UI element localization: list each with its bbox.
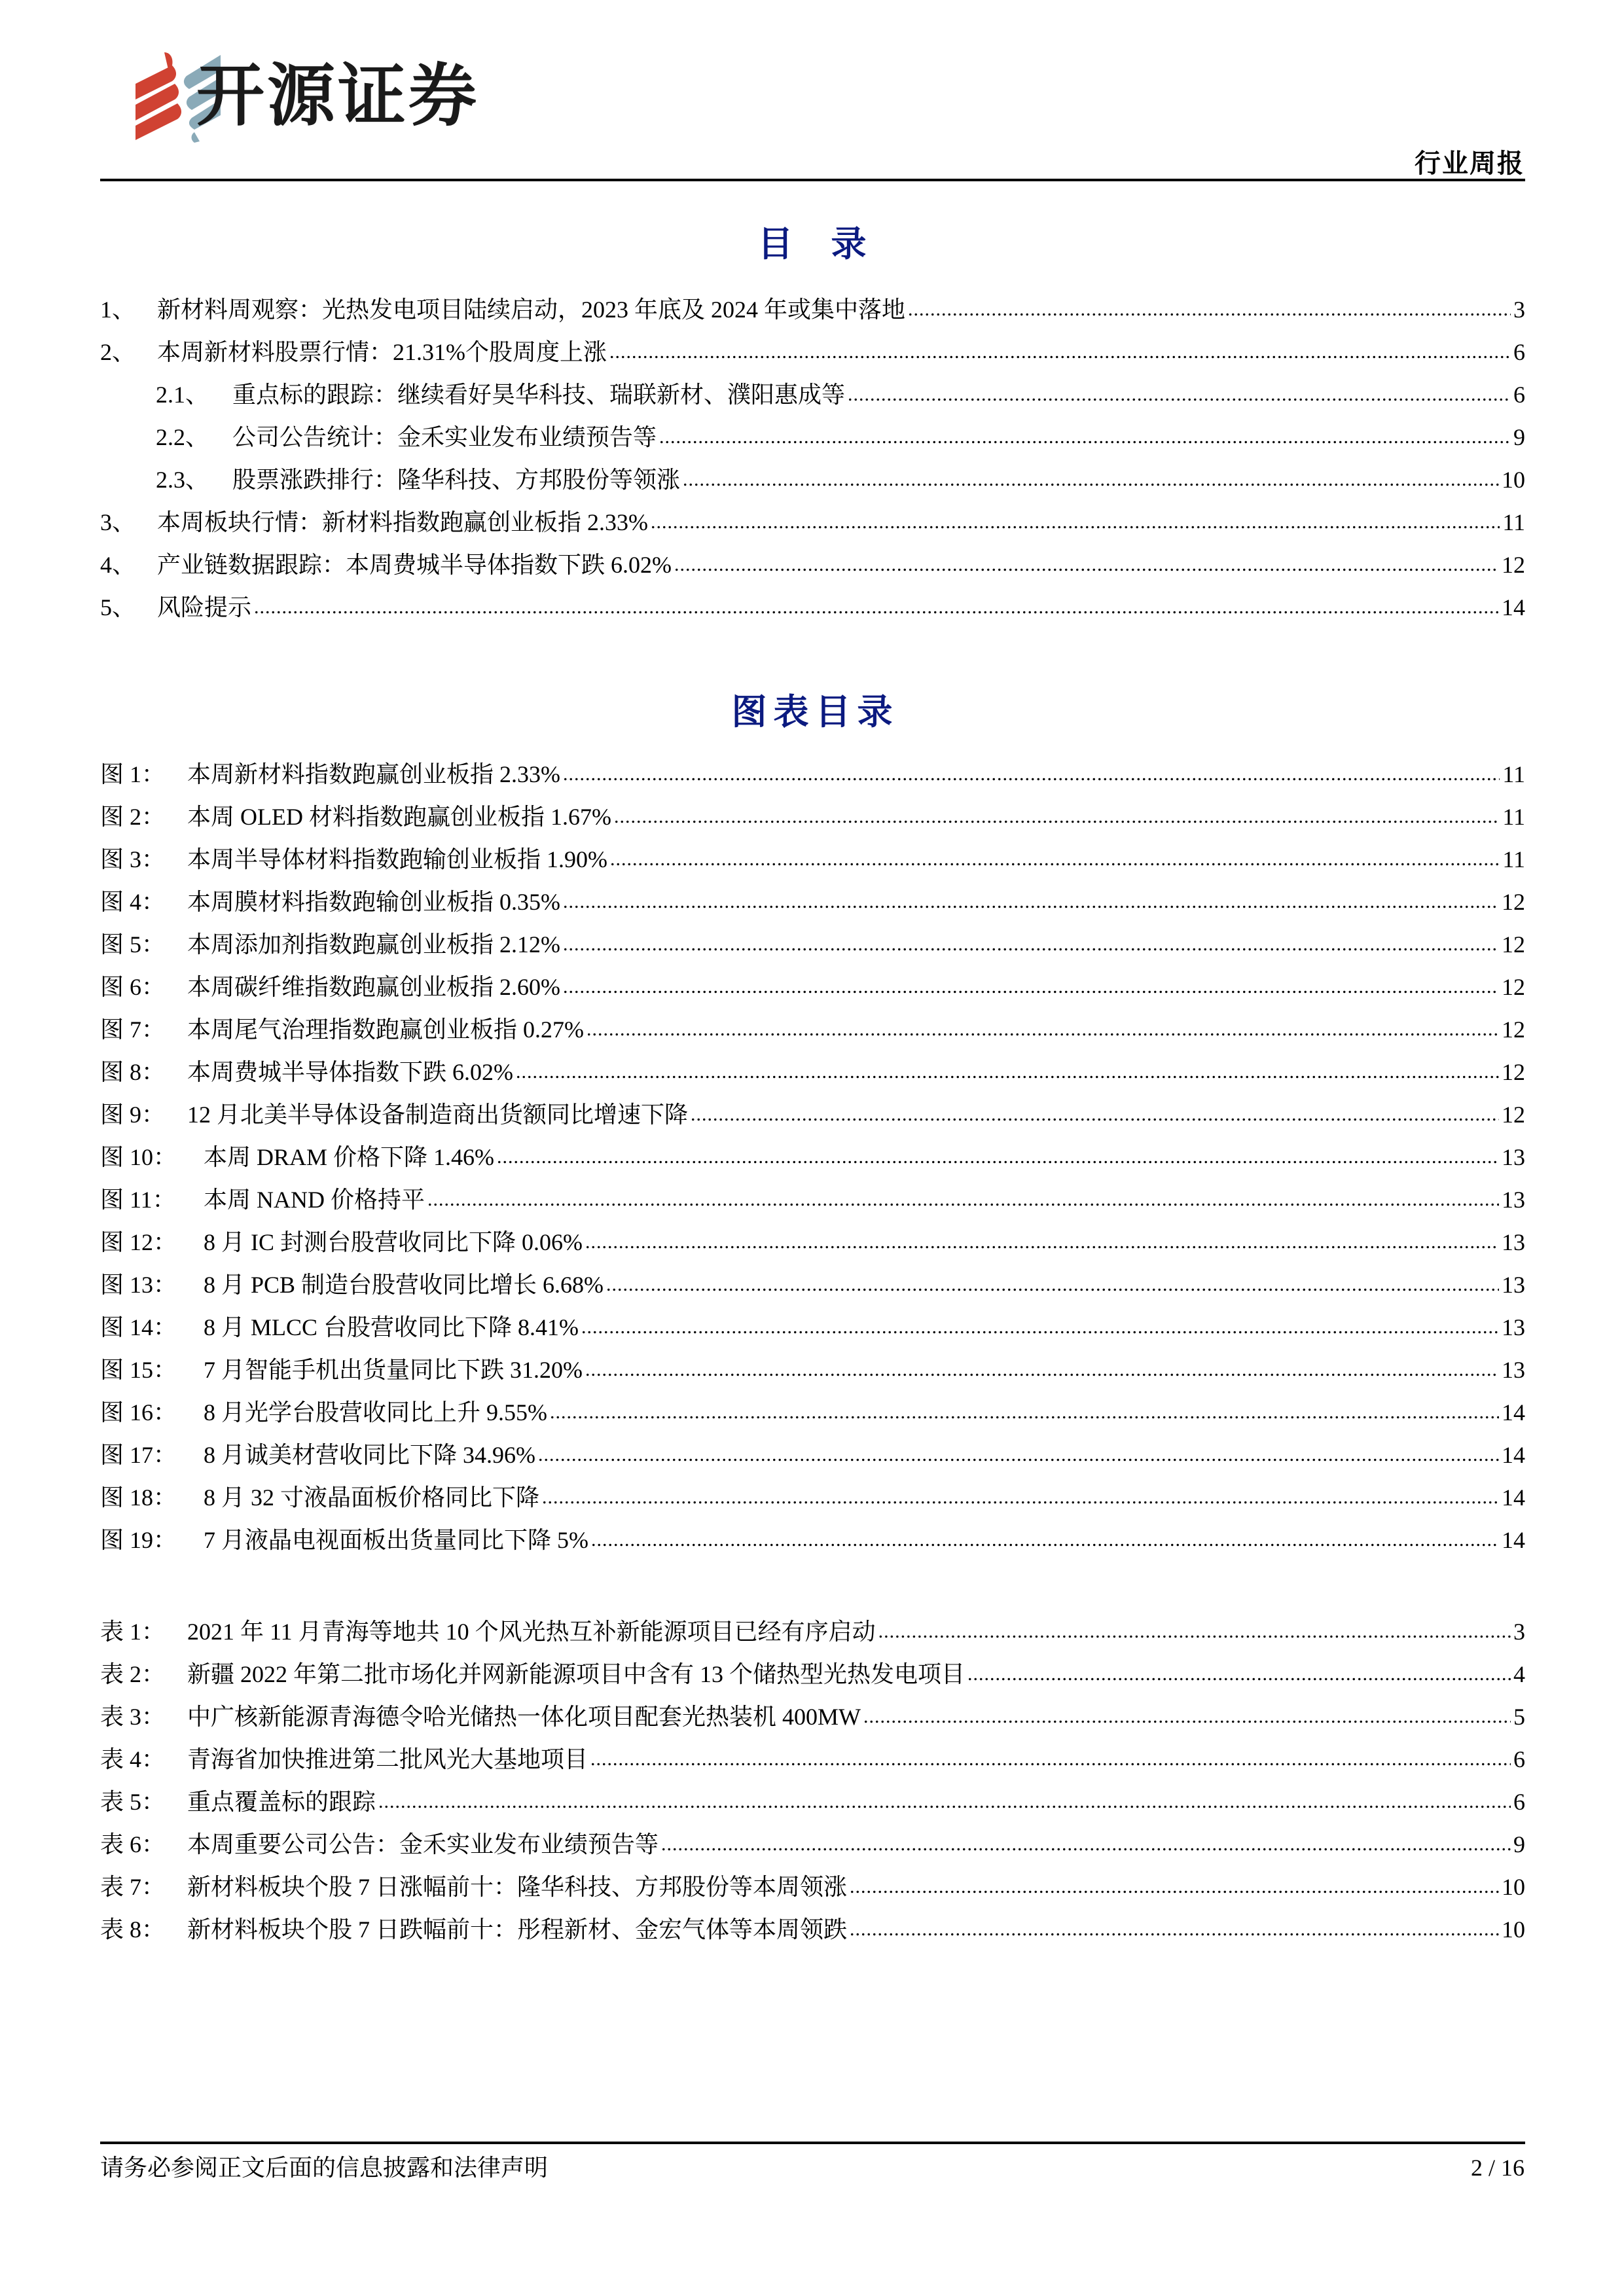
dot-leader — [848, 380, 1511, 409]
figure-entry-number: 图 15： — [100, 1356, 177, 1383]
toc-entry[interactable] — [100, 416, 1525, 458]
figure-entry-page-number[interactable]: 14 — [1502, 1399, 1525, 1426]
toc-list — [100, 288, 1525, 628]
dot-leader — [614, 802, 1500, 831]
figure-entry-page-number[interactable]: 11 — [1502, 761, 1525, 787]
toc-entry[interactable] — [100, 288, 1525, 331]
toc-entry[interactable] — [100, 543, 1525, 586]
toc-entry-page-number[interactable]: 9 — [1513, 423, 1525, 450]
dot-leader — [550, 1398, 1499, 1427]
figure-entry-page-number[interactable]: 14 — [1502, 1441, 1525, 1468]
figure-entry[interactable] — [100, 838, 1525, 880]
toc-entry[interactable] — [100, 331, 1525, 373]
dot-leader — [563, 930, 1499, 959]
dot-leader — [908, 295, 1511, 324]
table-entry-title-link[interactable]: 新材料板块个股 7 日涨幅前十：隆华科技、方邦股份等本周领涨 — [187, 1873, 848, 1900]
dot-leader — [691, 1100, 1499, 1129]
figure-entry[interactable] — [100, 1306, 1525, 1348]
figure-entry-page-number[interactable]: 12 — [1502, 1058, 1525, 1085]
table-entry-page-number[interactable]: 3 — [1513, 1618, 1525, 1645]
table-entry-title-link[interactable]: 本周重要公司公告：金禾实业发布业绩预告等 — [187, 1831, 659, 1857]
figure-entry-number: 图 16： — [100, 1399, 177, 1426]
toc-entry-title-link[interactable]: 产业链数据跟踪：本周费城半导体指数下跌 6.02% — [157, 551, 672, 578]
dot-leader — [863, 1702, 1511, 1731]
table-entry-page-number[interactable]: 6 — [1513, 1746, 1525, 1772]
table-entry[interactable] — [100, 1780, 1525, 1823]
table-entry-number: 表 7： — [100, 1873, 166, 1900]
dot-leader — [497, 1143, 1499, 1172]
figure-entry-number: 图 11： — [100, 1186, 176, 1213]
dot-leader — [585, 1228, 1499, 1257]
figure-entry-title-link[interactable]: 本周半导体材料指数跑输创业板指 1.90% — [187, 846, 607, 872]
toc-entry-title-link[interactable]: 本周板块行情：新材料指数跑赢创业板指 2.33% — [157, 509, 648, 535]
figure-entry-page-number[interactable]: 11 — [1502, 803, 1525, 830]
dot-leader — [683, 465, 1499, 494]
figure-entry[interactable] — [100, 1008, 1525, 1050]
toc-entry-title-link[interactable]: 本周新材料股票行情：21.31%个股周度上涨 — [157, 338, 607, 365]
figure-entry-title-link[interactable]: 本周 OLED 材料指数跑赢创业板指 1.67% — [187, 803, 611, 830]
figure-entry-page-number[interactable]: 12 — [1502, 931, 1525, 958]
figure-entry[interactable] — [100, 753, 1525, 795]
figure-entry-title-link[interactable]: 7 月智能手机出货量同比下跌 31.20% — [204, 1356, 583, 1383]
figure-entry-page-number[interactable]: 12 — [1502, 888, 1525, 915]
toc-entry-title-link[interactable]: 公司公告统计：金禾实业发布业绩预告等 — [232, 423, 657, 450]
dot-leader — [378, 1787, 1511, 1816]
figure-entry-page-number[interactable]: 14 — [1502, 1484, 1525, 1511]
table-entry[interactable] — [100, 1695, 1525, 1738]
table-entry-number: 表 5： — [100, 1788, 166, 1815]
table-entry-page-number[interactable]: 6 — [1513, 1788, 1525, 1815]
dot-leader — [542, 1483, 1499, 1512]
table-entry-number: 表 8： — [100, 1916, 166, 1943]
toc-entry-page-number[interactable]: 12 — [1502, 551, 1525, 578]
figure-entry-number: 图 7： — [100, 1016, 166, 1043]
figure-entry-number: 图 17： — [100, 1441, 177, 1468]
table-entry-title-link[interactable]: 中广核新能源青海德令哈光储热一体化项目配套光热装机 400MW — [187, 1703, 861, 1730]
dot-leader — [651, 508, 1500, 537]
figure-entry-title-link[interactable]: 本周费城半导体指数下跌 6.02% — [187, 1058, 513, 1085]
dot-leader — [581, 1313, 1499, 1342]
dot-leader — [967, 1660, 1511, 1689]
table-entry-number: 表 6： — [100, 1831, 166, 1857]
figure-entry-number: 图 8： — [100, 1058, 166, 1085]
figure-entry[interactable] — [100, 923, 1525, 965]
figure-entry-number: 图 14： — [100, 1314, 177, 1340]
figure-entry-page-number[interactable]: 13 — [1502, 1186, 1525, 1213]
figure-entry-title-link[interactable]: 本周尾气治理指数跑赢创业板指 0.27% — [187, 1016, 584, 1043]
table-entry[interactable] — [100, 1823, 1525, 1865]
figure-entry-number: 图 4： — [100, 888, 166, 915]
table-entry-number: 表 4： — [100, 1746, 166, 1772]
figure-entry-title-link[interactable]: 本周碳纤维指数跑赢创业板指 2.60% — [187, 973, 560, 1000]
figure-entry-title-link[interactable]: 7 月液晶电视面板出货量同比下降 5% — [204, 1526, 588, 1553]
figure-entry-page-number[interactable]: 12 — [1502, 1101, 1525, 1128]
table-entry-number: 表 3： — [100, 1703, 166, 1730]
toc-entry[interactable] — [100, 373, 1525, 416]
figure-entry-page-number[interactable]: 13 — [1502, 1271, 1525, 1298]
figure-entry[interactable] — [100, 1050, 1525, 1093]
table-entry[interactable] — [100, 1610, 1525, 1653]
figure-entry-number: 图 10： — [100, 1143, 177, 1170]
toc-entry-page-number[interactable]: 11 — [1502, 509, 1525, 535]
figure-entry[interactable] — [100, 1221, 1525, 1263]
figure-entry[interactable] — [100, 1136, 1525, 1178]
figure-entry[interactable] — [100, 1518, 1525, 1561]
dot-leader — [563, 760, 1500, 789]
figure-list-title: 图表目录 — [731, 691, 899, 732]
footer-divider — [100, 2142, 1525, 2144]
table-entry-title-link[interactable]: 新疆 2022 年第二批市场化并网新能源项目中含有 13 个储热型光热发电项目 — [187, 1660, 965, 1687]
figure-entry-page-number[interactable]: 11 — [1502, 846, 1525, 872]
table-entry-number: 表 2： — [100, 1660, 166, 1687]
toc-entry-title-link[interactable]: 新材料周观察：光热发电项目陆续启动，2023 年底及 2024 年或集中落地 — [157, 296, 906, 323]
figure-entry-title-link[interactable]: 8 月诚美材营收同比下降 34.96% — [204, 1441, 535, 1468]
toc-entry-number: 4、 — [100, 551, 136, 578]
figure-entry[interactable] — [100, 965, 1525, 1008]
figure-entry-title-link[interactable]: 本周 NAND 价格持平 — [204, 1186, 425, 1213]
figure-entry[interactable] — [100, 880, 1525, 923]
toc-entry-number: 2、 — [100, 338, 136, 365]
table-entry[interactable] — [100, 1908, 1525, 1950]
table-entry[interactable] — [100, 1738, 1525, 1780]
table-entry-title-link[interactable]: 重点覆盖标的跟踪 — [187, 1788, 376, 1815]
header-divider — [100, 179, 1525, 181]
figure-entry-number: 图 2： — [100, 803, 166, 830]
dot-leader — [659, 423, 1511, 452]
figure-entry-number: 图 6： — [100, 973, 166, 1000]
figure-entry-number: 图 18： — [100, 1484, 177, 1511]
figure-entry-page-number[interactable]: 13 — [1502, 1314, 1525, 1340]
dot-leader — [609, 338, 1511, 367]
figure-entry-number: 图 13： — [100, 1271, 177, 1298]
disclaimer-note: 请务必参阅正文后面的信息披露和法律声明 — [100, 2155, 549, 2181]
table-entry-title-link[interactable]: 新材料板块个股 7 日跌幅前十：彤程新材、金宏气体等本周领跌 — [187, 1916, 848, 1943]
figure-entry-number: 图 5： — [100, 931, 166, 958]
table-entry-page-number[interactable]: 4 — [1513, 1660, 1525, 1687]
figure-entry[interactable] — [100, 1391, 1525, 1433]
figure-entry-number: 图 12： — [100, 1229, 177, 1255]
toc-entry-number: 2.2、 — [156, 423, 209, 450]
dot-leader — [606, 1270, 1499, 1299]
table-entry-page-number[interactable]: 5 — [1513, 1703, 1525, 1730]
dot-leader — [850, 1873, 1499, 1901]
toc-entry-number: 2.3、 — [156, 466, 209, 493]
figure-entry-title-link[interactable]: 本周膜材料指数跑输创业板指 0.35% — [187, 888, 560, 915]
dot-leader — [586, 1015, 1499, 1044]
dot-leader — [563, 888, 1499, 916]
toc-title: 目录 — [757, 223, 905, 264]
table-entry[interactable] — [100, 1653, 1525, 1695]
table-list — [100, 1610, 1525, 1950]
table-entry-page-number[interactable]: 10 — [1502, 1873, 1525, 1900]
toc-entry-page-number[interactable]: 10 — [1502, 466, 1525, 493]
figure-entry-title-link[interactable]: 本周 DRAM 价格下降 1.46% — [204, 1143, 495, 1170]
figure-entry[interactable] — [100, 1178, 1525, 1221]
dot-leader — [850, 1915, 1499, 1944]
dot-leader — [254, 593, 1499, 622]
toc-entry-number: 5、 — [100, 594, 136, 620]
table-entry-title-link[interactable]: 2021 年 11 月青海等地共 10 个风光热互补新能源项目已经有序启动 — [187, 1618, 876, 1645]
figure-entry[interactable] — [100, 1348, 1525, 1391]
toc-entry-page-number[interactable]: 3 — [1513, 296, 1525, 323]
figure-entry-number: 图 3： — [100, 846, 166, 872]
dot-leader — [585, 1355, 1499, 1384]
figure-entry-page-number[interactable]: 12 — [1502, 1016, 1525, 1043]
dot-leader — [427, 1185, 1499, 1214]
figure-entry-page-number[interactable]: 12 — [1502, 973, 1525, 1000]
figure-entry-number: 图 1： — [100, 761, 166, 787]
toc-entry-page-number[interactable]: 6 — [1513, 338, 1525, 365]
figure-entry-title-link[interactable]: 本周添加剂指数跑赢创业板指 2.12% — [187, 931, 560, 958]
dot-leader — [563, 973, 1499, 1001]
figure-entry-page-number[interactable]: 13 — [1502, 1143, 1525, 1170]
toc-entry-title-link[interactable]: 风险提示 — [157, 594, 252, 620]
figure-entry-title-link[interactable]: 本周新材料指数跑赢创业板指 2.33% — [187, 761, 560, 787]
dot-leader — [610, 845, 1500, 874]
dot-leader — [538, 1441, 1499, 1469]
dot-leader — [590, 1745, 1511, 1774]
toc-entry-number: 3、 — [100, 509, 136, 535]
dot-leader — [674, 550, 1499, 579]
document-type: 行业周报 — [1415, 149, 1525, 178]
dot-leader — [661, 1830, 1511, 1859]
toc-entry-page-number[interactable]: 14 — [1502, 594, 1525, 620]
dot-leader — [591, 1526, 1499, 1554]
figure-entry-title-link[interactable]: 12 月北美半导体设备制造商出货额同比增速下降 — [187, 1101, 689, 1128]
figure-entry-page-number[interactable]: 13 — [1502, 1229, 1525, 1255]
figure-entry[interactable] — [100, 1263, 1525, 1306]
toc-entry-number: 2.1、 — [156, 381, 209, 408]
figure-entry[interactable] — [100, 1093, 1525, 1136]
figure-entry-page-number[interactable]: 14 — [1502, 1526, 1525, 1553]
figure-entry[interactable] — [100, 795, 1525, 838]
figure-list — [100, 753, 1525, 1561]
toc-entry-title-link[interactable]: 股票涨跌排行：隆华科技、方邦股份等领涨 — [232, 466, 681, 493]
page-number: 2 / 16 — [1470, 2155, 1525, 2181]
figure-entry-title-link[interactable]: 8 月 PCB 制造台股营收同比增长 6.68% — [204, 1271, 604, 1298]
figure-entry-number: 图 9： — [100, 1101, 166, 1128]
figure-entry-title-link[interactable]: 8 月 32 寸液晶面板价格同比下降 — [204, 1484, 540, 1511]
table-entry[interactable] — [100, 1865, 1525, 1908]
toc-entry-title-link[interactable]: 重点标的跟踪：继续看好昊华科技、瑞联新材、濮阳惠成等 — [232, 381, 846, 408]
figure-entry-title-link[interactable]: 8 月 MLCC 台股营收同比下降 8.41% — [204, 1314, 579, 1340]
toc-entry[interactable] — [100, 501, 1525, 543]
toc-entry-number: 1、 — [100, 296, 136, 323]
toc-entry-page-number[interactable]: 6 — [1513, 381, 1525, 408]
toc-entry[interactable] — [100, 586, 1525, 628]
figure-entry[interactable] — [100, 1433, 1525, 1476]
figure-entry-title-link[interactable]: 8 月 IC 封测台股营收同比下降 0.06% — [204, 1229, 583, 1255]
figure-entry-number: 图 19： — [100, 1526, 177, 1553]
table-entry-page-number[interactable]: 9 — [1513, 1831, 1525, 1857]
brand-name: 开源证券 — [196, 56, 480, 135]
dot-leader — [516, 1058, 1499, 1086]
figure-entry[interactable] — [100, 1476, 1525, 1518]
table-entry-title-link[interactable]: 青海省加快推进第二批风光大基地项目 — [187, 1746, 588, 1772]
figure-entry-page-number[interactable]: 13 — [1502, 1356, 1525, 1383]
dot-leader — [878, 1617, 1511, 1646]
table-entry-number: 表 1： — [100, 1618, 166, 1645]
toc-entry[interactable] — [100, 458, 1525, 501]
table-entry-page-number[interactable]: 10 — [1502, 1916, 1525, 1943]
figure-entry-title-link[interactable]: 8 月光学台股营收同比上升 9.55% — [204, 1399, 547, 1426]
